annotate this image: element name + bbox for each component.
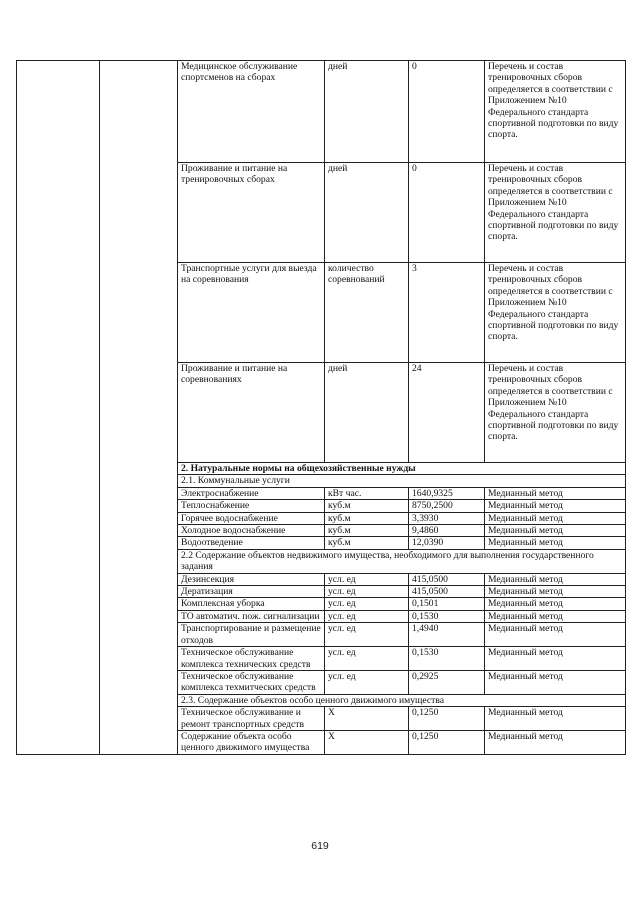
row-unit: Х bbox=[325, 707, 409, 731]
row-name: Содержание объекта особо ценного движимого имущества bbox=[178, 730, 325, 754]
row-unit: усл. ед bbox=[325, 610, 409, 622]
row-method: Медианный метод bbox=[485, 610, 626, 622]
row-unit: дней bbox=[325, 163, 409, 263]
row-value: 415,0500 bbox=[409, 573, 485, 585]
row-method: Медианный метод bbox=[485, 730, 626, 754]
subsection-title: 2.2 Содержание объектов недвижимого имущества, необходимого для выполнения государственного задания bbox=[178, 549, 626, 573]
row-value: 3 bbox=[409, 263, 485, 363]
row-unit: куб.м bbox=[325, 537, 409, 549]
row-unit: куб.м bbox=[325, 525, 409, 537]
row-unit: усл. ед bbox=[325, 598, 409, 610]
row-unit: количество соревнований bbox=[325, 263, 409, 363]
row-note: Перечень и состав тренировочных сборов определяется в соответствии с Приложением №10 Федерального стандарта спортивной подготовки по виду спорта. bbox=[485, 263, 626, 363]
row-name: Дератизация bbox=[178, 586, 325, 598]
row-name: Медицинское обслуживание спортсменов на сборах bbox=[178, 61, 325, 163]
row-value: 3,3930 bbox=[409, 512, 485, 524]
row-method: Медианный метод bbox=[485, 670, 626, 694]
row-name: Дезинсекция bbox=[178, 573, 325, 585]
row-value: 0,2925 bbox=[409, 670, 485, 694]
row-unit: Х bbox=[325, 730, 409, 754]
subsection-title: 2.3. Содержание объектов особо ценного движимого имущества bbox=[178, 694, 626, 706]
row-name: ТО автоматич. пож. сигнализации bbox=[178, 610, 325, 622]
row-name: Проживание и питание на соревнованиях bbox=[178, 363, 325, 463]
section-title: 2. Натуральные нормы на общехозяйственные нужды bbox=[178, 463, 626, 475]
row-method: Медианный метод bbox=[485, 500, 626, 512]
row-value: 12,0390 bbox=[409, 537, 485, 549]
row-value: 0,1501 bbox=[409, 598, 485, 610]
row-name: Транспортные услуги для выезда на соревнования bbox=[178, 263, 325, 363]
row-value: 1640,9325 bbox=[409, 487, 485, 499]
row-value: 8750,2500 bbox=[409, 500, 485, 512]
row-unit: куб.м bbox=[325, 512, 409, 524]
row-name: Техническое обслуживание комплекса техмитческих средств bbox=[178, 670, 325, 694]
row-name: Теплоснабжение bbox=[178, 500, 325, 512]
row-value: 0,1530 bbox=[409, 610, 485, 622]
row-method: Медианный метод bbox=[485, 623, 626, 647]
row-name: Транспортирование и размещение отходов bbox=[178, 623, 325, 647]
row-unit: усл. ед bbox=[325, 623, 409, 647]
row-unit: усл. ед bbox=[325, 586, 409, 598]
row-name: Комплексная уборка bbox=[178, 598, 325, 610]
row-name: Холодное водоснабжение bbox=[178, 525, 325, 537]
row-name: Горячее водоснабжение bbox=[178, 512, 325, 524]
row-name: Водоотведение bbox=[178, 537, 325, 549]
row-method: Медианный метод bbox=[485, 573, 626, 585]
row-name: Проживание и питание на тренировочных сборах bbox=[178, 163, 325, 263]
row-method: Медианный метод bbox=[485, 586, 626, 598]
row-note: Перечень и состав тренировочных сборов определяется в соответствии с Приложением №10 Федерального стандарта спортивной подготовки по виду спорта. bbox=[485, 363, 626, 463]
row-name: Техническое обслуживание комплекса технических средств bbox=[178, 647, 325, 671]
row-method: Медианный метод bbox=[485, 512, 626, 524]
row-value: 9,4860 bbox=[409, 525, 485, 537]
row-method: Медианный метод bbox=[485, 537, 626, 549]
norms-table bbox=[16, 60, 626, 755]
row-value: 1,4940 bbox=[409, 623, 485, 647]
row-unit: куб.м bbox=[325, 500, 409, 512]
row-name: Электроснабжение bbox=[178, 487, 325, 499]
row-value: 0,1530 bbox=[409, 647, 485, 671]
row-value: 415,0500 bbox=[409, 586, 485, 598]
row-note: Перечень и состав тренировочных сборов определяется в соответствии с Приложением №10 Федерального стандарта спортивной подготовки по виду спорта. bbox=[485, 163, 626, 263]
row-unit: усл. ед bbox=[325, 670, 409, 694]
row-note: Перечень и состав тренировочных сборов определяется в соответствии с Приложением №10 Федерального стандарта спортивной подготовки по виду спорта. bbox=[485, 61, 626, 163]
subsection-title: 2.1. Коммунальные услуги bbox=[178, 475, 626, 487]
row-name: Техническое обслуживание и ремонт транспортных средств bbox=[178, 707, 325, 731]
row-value: 0,1250 bbox=[409, 707, 485, 731]
second-blank-column bbox=[100, 61, 178, 755]
row-unit: дней bbox=[325, 61, 409, 163]
row-method: Медианный метод bbox=[485, 647, 626, 671]
row-value: 0 bbox=[409, 61, 485, 163]
row-unit: кВт час. bbox=[325, 487, 409, 499]
left-blank-column bbox=[17, 61, 100, 755]
row-value: 0 bbox=[409, 163, 485, 263]
row-unit: дней bbox=[325, 363, 409, 463]
row-value: 0,1250 bbox=[409, 730, 485, 754]
page-number: 619 bbox=[311, 840, 329, 852]
row-method: Медианный метод bbox=[485, 598, 626, 610]
row-method: Медианный метод bbox=[485, 487, 626, 499]
row-method: Медианный метод bbox=[485, 525, 626, 537]
row-value: 24 bbox=[409, 363, 485, 463]
row-unit: усл. ед bbox=[325, 573, 409, 585]
row-method: Медианный метод bbox=[485, 707, 626, 731]
table-row bbox=[17, 61, 626, 163]
row-unit: усл. ед bbox=[325, 647, 409, 671]
